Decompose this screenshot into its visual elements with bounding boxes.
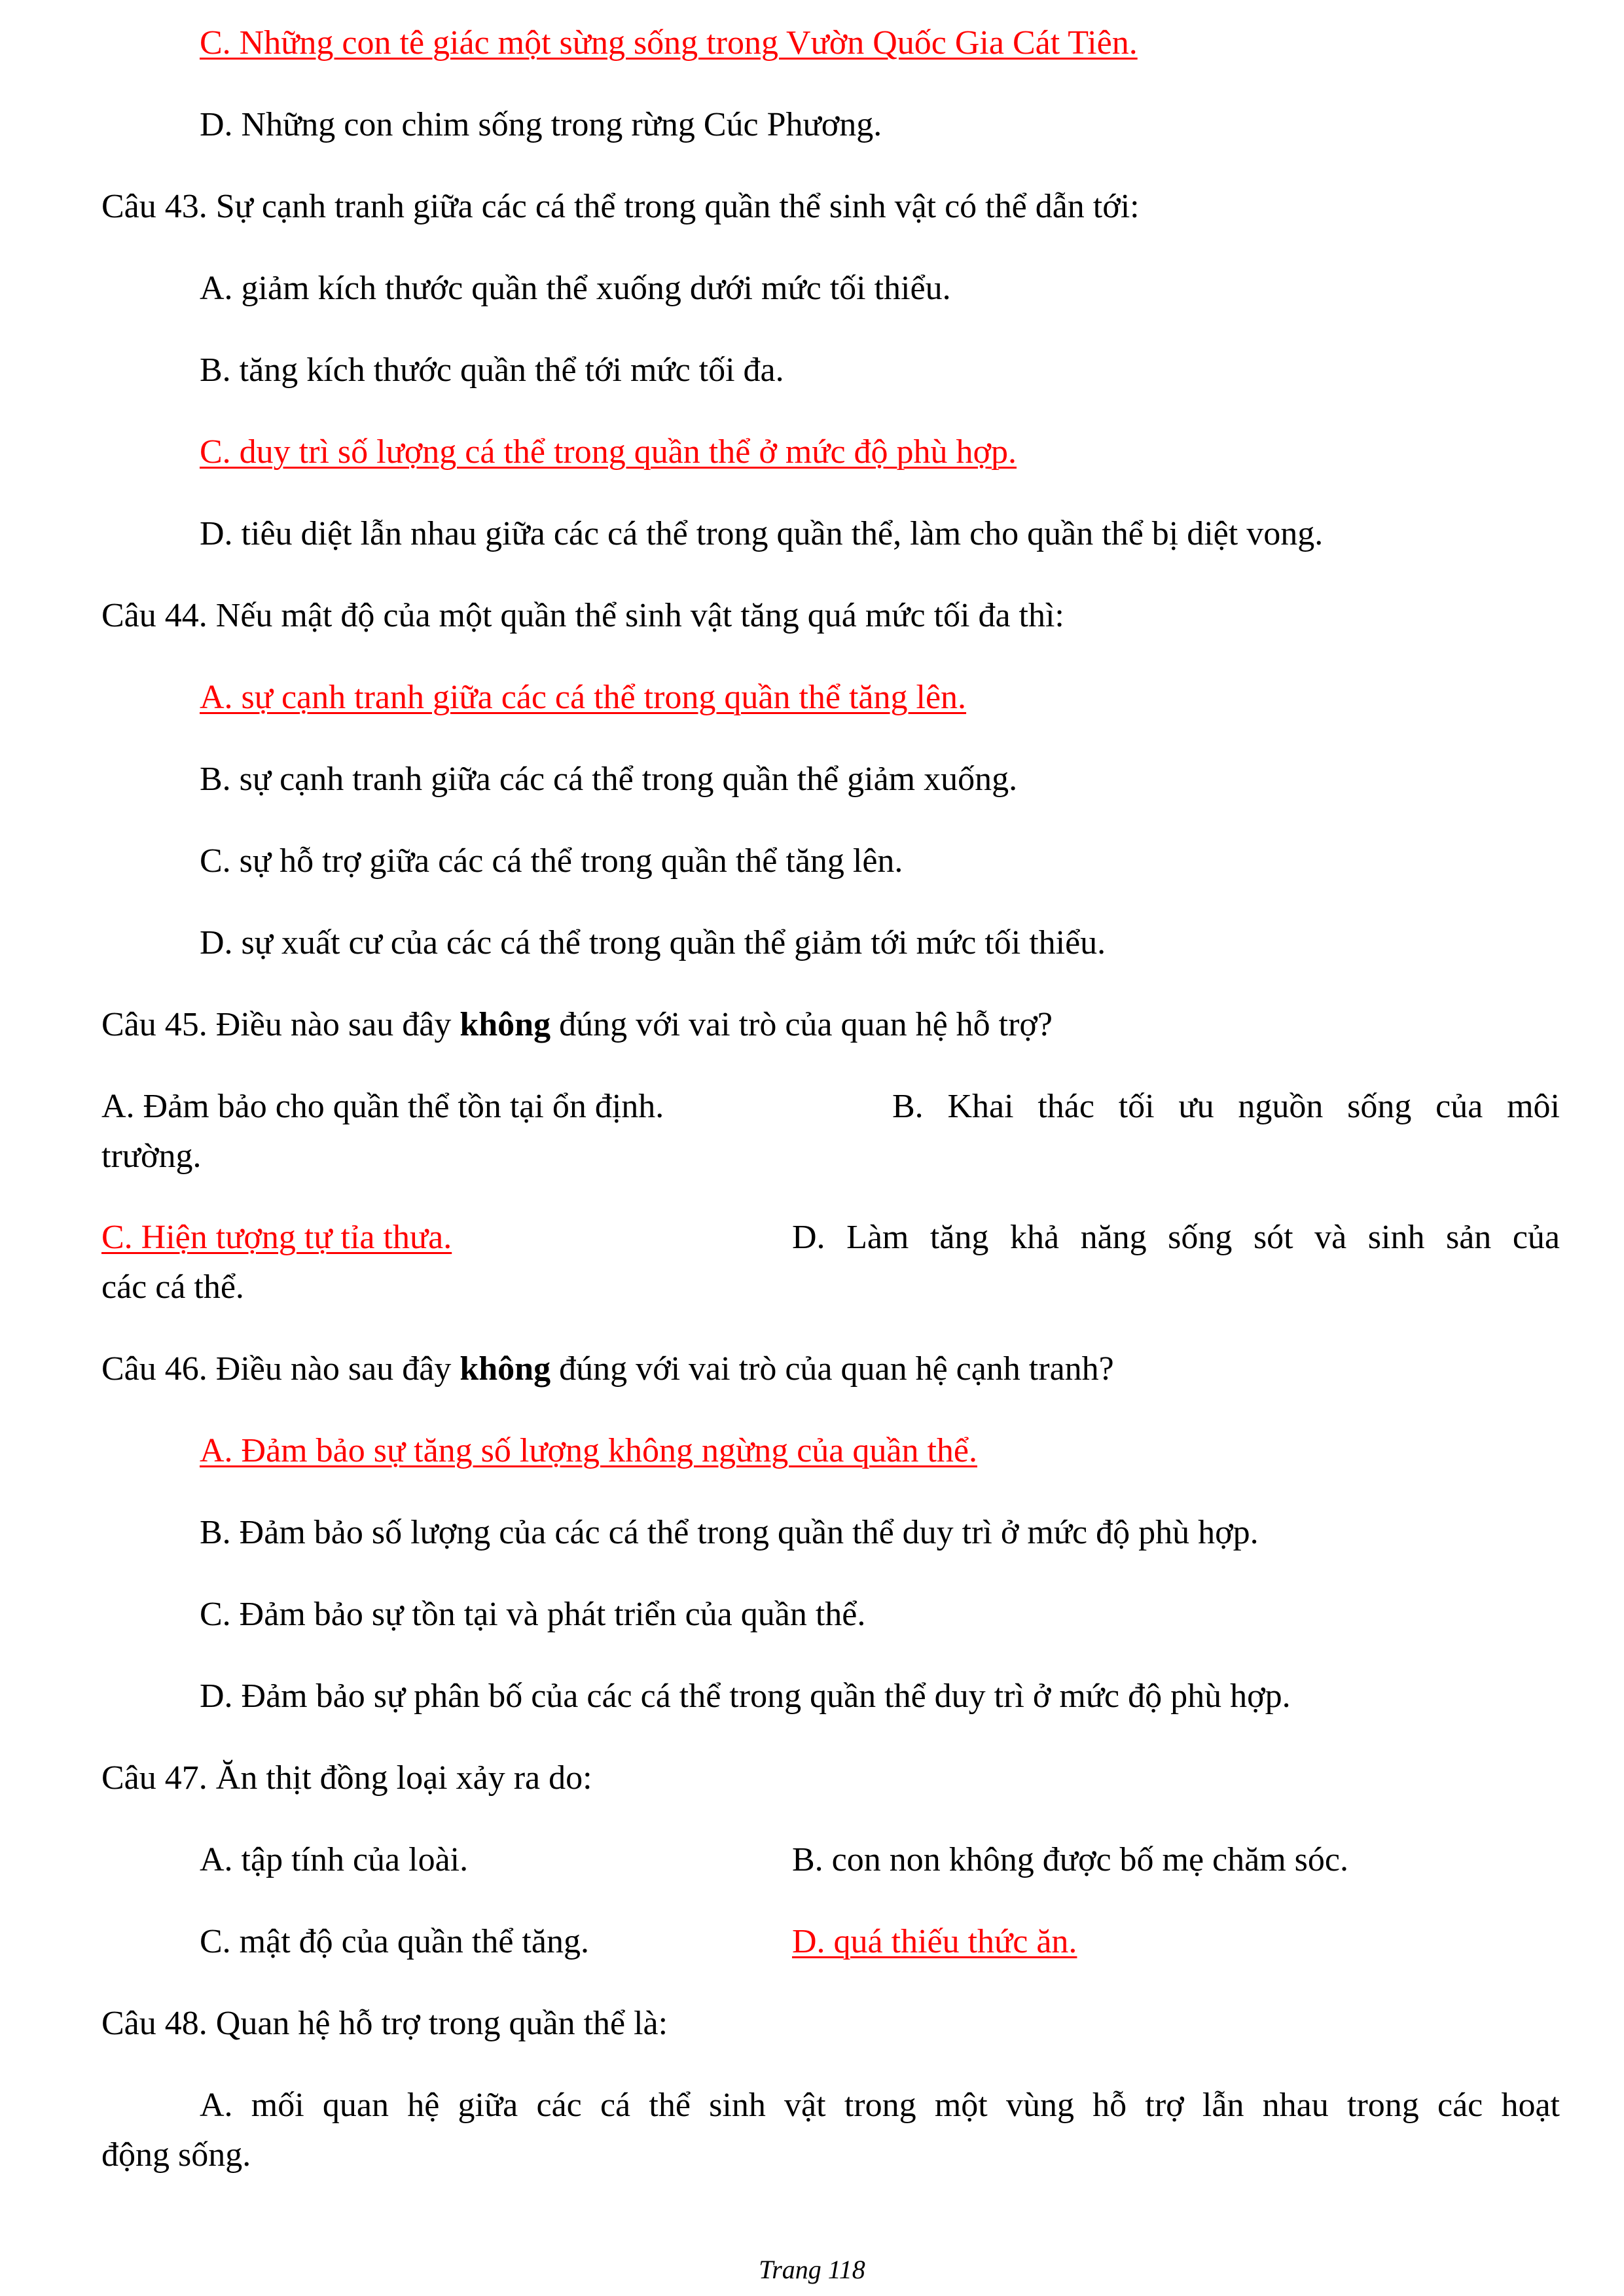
q44-option-c: C. sự hỗ trợ giữa các cá thể trong quần thể tăng lên. xyxy=(200,842,903,880)
page-number: Trang 118 xyxy=(759,2255,865,2284)
q48-stem: Câu 48. Quan hệ hỗ trợ trong quần thể là: xyxy=(101,2005,668,2042)
q45-stem xyxy=(101,1005,1053,1045)
q43-stem: Câu 43. Sự cạnh tranh giữa các cá thể trong quần thể sinh vật có thể dẫn tới: xyxy=(101,188,1140,225)
q43-option-b: B. tăng kích thước quần thể tới mức tối đa. xyxy=(200,351,784,389)
q48-option-a: A. mối quan hệ giữa các cá thể sinh vật trong một vùng hỗ trợ lẫn nhau trong các hoạt xyxy=(200,2087,1560,2124)
q47-option-a: A. tập tính của loài. xyxy=(200,1841,469,1878)
q47-option-c: C. mật độ của quần thể tăng. xyxy=(200,1923,589,1960)
q47-stem: Câu 47. Ăn thịt đồng loại xảy ra do: xyxy=(101,1759,592,1797)
q44-option-d: D. sự xuất cư của các cá thể trong quần thể giảm tới mức tối thiểu. xyxy=(200,924,1106,961)
q46-option-a-correct: A. Đảm bảo sự tăng số lượng không ngừng của quần thể. xyxy=(200,1432,977,1469)
q45-option-b-continued: trường. xyxy=(101,1138,202,1175)
q43-option-a: A. giảm kích thước quần thể xuống dưới mức tối thiểu. xyxy=(200,270,951,307)
q47-option-b: B. con non không được bố mẹ chăm sóc. xyxy=(792,1841,1348,1878)
q44-option-a-correct: A. sự cạnh tranh giữa các cá thể trong quần thể tăng lên. xyxy=(200,679,967,716)
q48-option-a-continued: động sống. xyxy=(101,2136,251,2174)
q46-stem-post: đúng với vai trò của quan hệ cạnh tranh? xyxy=(550,1350,1114,1388)
q45-option-b: B. Khai thác tối ưu nguồn sống của môi xyxy=(892,1088,1560,1125)
q43-option-c-correct: C. duy trì số lượng cá thể trong quần thể ở mức độ phù hợp. xyxy=(200,433,1017,471)
q47-option-d-correct: D. quá thiếu thức ăn. xyxy=(792,1923,1077,1960)
q45-stem-emphasis: không xyxy=(460,1006,551,1043)
q46-stem-emphasis: không xyxy=(460,1350,551,1388)
q45-option-a: A. Đảm bảo cho quần thể tồn tại ổn định. xyxy=(101,1088,664,1125)
q45-option-d: D. Làm tăng khả năng sống sót và sinh sản của xyxy=(792,1219,1560,1256)
q46-option-d: D. Đảm bảo sự phân bố của các cá thể trong quần thể duy trì ở mức độ phù hợp. xyxy=(200,1677,1291,1715)
q43-option-d: D. tiêu diệt lẫn nhau giữa các cá thể trong quần thể, làm cho quần thể bị diệt vong. xyxy=(200,515,1324,552)
q46-stem-pre: Câu 46. Điều nào sau đây xyxy=(101,1350,460,1388)
q44-option-b: B. sự cạnh tranh giữa các cá thể trong quần thể giảm xuống. xyxy=(200,761,1018,798)
q42-option-c-correct: C. Những con tê giác một sừng sống trong Vườn Quốc Gia Cát Tiên. xyxy=(200,24,1138,62)
q46-stem xyxy=(101,1350,1114,1389)
q45-option-c-correct: C. Hiện tượng tự tỉa thưa. xyxy=(101,1219,452,1256)
q45-stem-pre: Câu 45. Điều nào sau đây xyxy=(101,1006,460,1043)
q46-option-c: C. Đảm bảo sự tồn tại và phát triển của quần thể. xyxy=(200,1596,866,1633)
q44-stem: Câu 44. Nếu mật độ của một quần thể sinh vật tăng quá mức tối đa thì: xyxy=(101,597,1064,634)
q45-option-d-continued: các cá thể. xyxy=(101,1268,244,1306)
q42-option-d: D. Những con chim sống trong rừng Cúc Phương. xyxy=(200,106,882,143)
q45-stem-post: đúng với vai trò của quan hệ hỗ trợ? xyxy=(550,1006,1053,1043)
q46-option-b: B. Đảm bảo số lượng của các cá thể trong quần thể duy trì ở mức độ phù hợp. xyxy=(200,1514,1259,1551)
